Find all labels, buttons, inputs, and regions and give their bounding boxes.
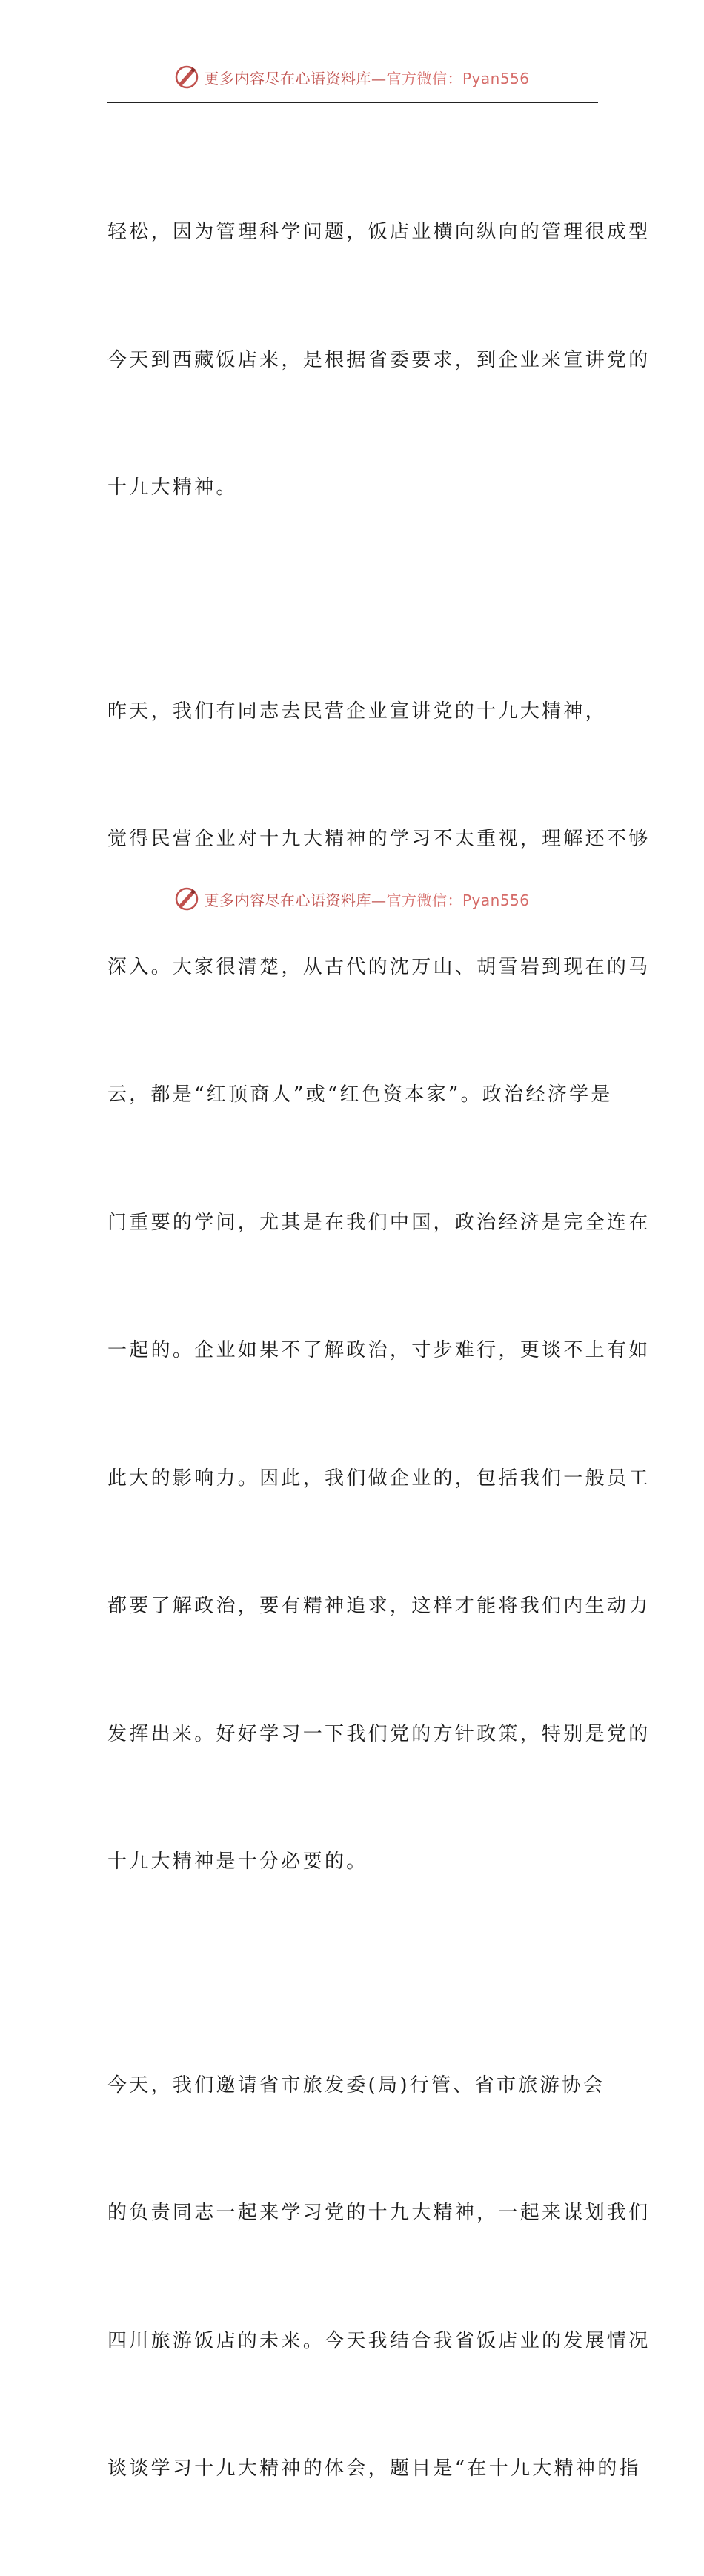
paragraph-2 (107, 605, 651, 1969)
text-line: 今天，我们邀请省市旅发委(局)行管、省市旅游协会 (107, 2074, 605, 2097)
text-line: 深入。大家很清楚，从古代的沈万山、胡雪岩到现在的马 (107, 955, 651, 978)
document-body (107, 126, 651, 2576)
text-line: 四川旅游饭店的未来。今天我结合我省饭店业的发展情况 (107, 2329, 651, 2352)
wechat-label: 官方微信： (386, 891, 462, 909)
text-line: 轻松，因为管理科学问题，饭店业横向纵向的管理很成型 (107, 221, 651, 243)
paragraph-3 (107, 1979, 651, 2576)
paragraph-1 (107, 126, 651, 595)
text-line: 觉得民营企业对十九大精神的学习不太重视，理解还不够 (107, 828, 651, 850)
pen-logo-icon (174, 64, 199, 90)
footer-banner (0, 884, 704, 914)
pen-logo-icon (174, 886, 199, 912)
site-promo-text: 更多内容尽在心语资料库— (204, 69, 387, 87)
text-line: 一起的。企业如果不了解政治，寸步难行，更谈不上有如 (107, 1339, 651, 1361)
text-line: 今天到西藏饭店来，是根据省委要求，到企业来宣讲党的 (107, 348, 651, 371)
header-divider (107, 102, 598, 103)
header-banner-text (204, 67, 529, 88)
wechat-id: Pyan556 (462, 891, 530, 909)
footer-banner-text (204, 889, 529, 910)
text-line: 门重要的学问，尤其是在我们中国，政治经济是完全连在 (107, 1211, 651, 1234)
text-line: 的负责同志一起来学习党的十九大精神，一起来谋划我们 (107, 2202, 651, 2224)
text-line: 都要了解政治，要有精神追求，这样才能将我们内生动力 (107, 1595, 651, 1617)
text-line: 此大的影响力。因此，我们做企业的，包括我们一般员工 (107, 1467, 651, 1490)
wechat-id: Pyan556 (462, 69, 530, 87)
text-line: 十九大精神是十分必要的。 (107, 1850, 368, 1873)
header-banner (0, 62, 704, 92)
text-line: 十九大精神。 (107, 477, 238, 499)
wechat-label: 官方微信： (386, 69, 462, 87)
site-promo-text: 更多内容尽在心语资料库— (204, 891, 387, 909)
text-line: 昨天，我们有同志去民营企业宣讲党的十九大精神， (107, 700, 607, 723)
text-line: 云，都是“红顶商人”或“红色资本家”。政治经济学是 (107, 1083, 613, 1106)
text-line: 发挥出来。好好学习一下我们党的方针政策，特别是党的 (107, 1722, 651, 1745)
text-line: 谈谈学习十九大精神的体会，题目是“在十九大精神的指 (107, 2457, 641, 2480)
